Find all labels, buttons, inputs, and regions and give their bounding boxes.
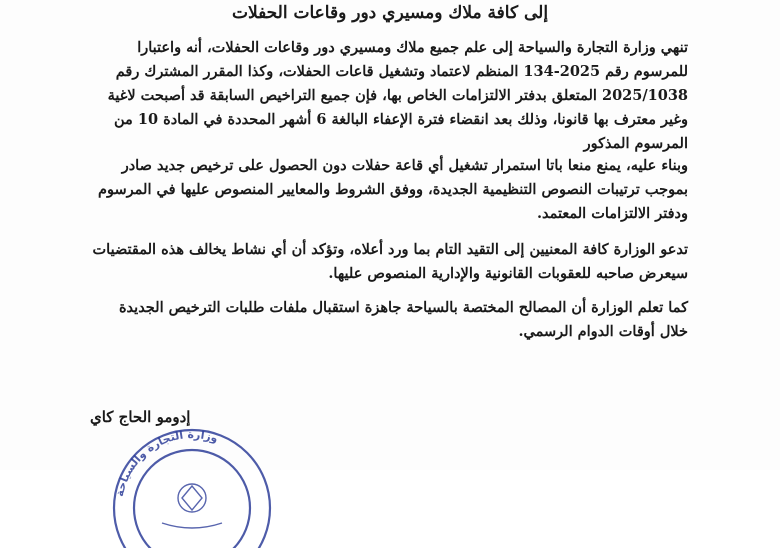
paragraph-2: وبناء عليه، يمنع منعا باتا استمرار تشغيل أي قاعة حفلات دون الحصول على ترخيص جديد صادر بموجب ترتيبات النصوص التنظيمية الجديدة، ووفق الشروط والمعايير المنصوص عليها في المرسوم ودفتر الالتزامات المعتمد.: [98, 157, 688, 222]
svg-text:وزارة التجارة والسياحة: [113, 428, 220, 498]
document-title: إلى كافة ملاك ومسيري دور وقاعات الحفلات: [231, 3, 549, 23]
paragraph-1: تنهي وزارة التجارة والسياحة إلى علم جميع ملاك ومسيري دور وقاعات الحفلات، أنه واعتبارا للمرسوم رقم 2025-134 المنظم لاعتماد وتشغيل قاعات الحفلات، وكذا المقرر المشترك رقم 2025/1038 المتعلق بدفتر الالتزامات الخاص بها، فإن جميع التراخيص السابقة قد أصبحت لاغية وغير معترف بها قانونا، وذلك بعد انقضاء فترة الإعفاء البالغة 6 أشهر المحددة في المادة 10 من المرسوم المذكور: [107, 39, 688, 152]
paragraph-4: كما تعلم الوزارة أن المصالح المختصة بالسياحة جاهزة استقبال ملفات طلبات الترخيص الجديدة خلال أوقات الدوام الرسمي.: [118, 299, 688, 340]
signature-name: إدومو الحاج كاي: [90, 408, 191, 426]
paragraph-3: تدعو الوزارة كافة المعنيين إلى التقيد التام بما ورد أعلاه، وتؤكد أن أي نشاط يخالف هذه المقتضيات سيعرض صاحبه للعقوبات القانونية والإدارية المنصوص عليها.: [92, 241, 688, 282]
stamp-text: وزارة التجارة والسياحة: [112, 427, 220, 498]
